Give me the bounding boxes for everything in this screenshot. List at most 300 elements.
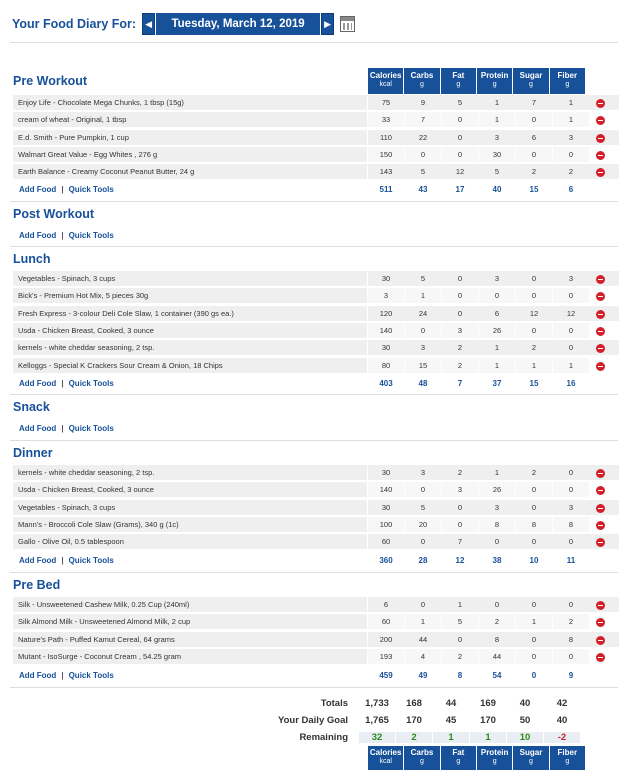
- remove-circle-icon[interactable]: [596, 134, 605, 143]
- food-name[interactable]: Earth Balance - Creamy Coconut Peanut Butter, 24 g: [13, 164, 368, 179]
- column-header: [441, 68, 476, 94]
- column-unit: g: [565, 758, 570, 765]
- nutrient-value: 0: [553, 147, 589, 162]
- remove-circle-icon[interactable]: [596, 275, 605, 284]
- nutrient-value: 0: [442, 288, 478, 303]
- nutrient-value: 26: [479, 482, 515, 497]
- summary-value: 170: [406, 714, 422, 726]
- link-separator: |: [61, 230, 64, 240]
- remove-circle-icon[interactable]: [596, 469, 605, 478]
- nutrient-value: 30: [368, 340, 404, 355]
- column-unit: g: [529, 81, 533, 88]
- nutrient-value: 7: [516, 95, 552, 110]
- nutrient-value: 3: [479, 271, 515, 286]
- food-row: [13, 465, 619, 481]
- nutrient-value: 0: [405, 323, 441, 338]
- meal-actions: [13, 420, 619, 436]
- nutrient-value: 1: [479, 95, 515, 110]
- meal-total-value: 12: [455, 555, 465, 565]
- food-name[interactable]: Vegetables - Spinach, 3 cups: [13, 500, 368, 515]
- nutrient-value: 3: [553, 271, 589, 286]
- food-name[interactable]: Gallo - Olive Oil, 0.5 tablespoon: [13, 534, 368, 549]
- nutrient-value: 0: [442, 632, 478, 647]
- column-unit: g: [420, 758, 424, 765]
- column-name: Protein: [480, 71, 509, 80]
- nutrient-value: 2: [516, 340, 552, 355]
- nutrient-value: 2: [442, 649, 478, 664]
- nutrient-value: 4: [405, 649, 441, 664]
- summary-value: 1: [470, 732, 506, 743]
- column-name: Carbs: [410, 748, 434, 757]
- remove-circle-icon[interactable]: [596, 653, 605, 662]
- nutrient-value: 0: [553, 323, 589, 338]
- nutrient-value: 0: [442, 130, 478, 145]
- nutrient-value: 3: [368, 288, 404, 303]
- nutrient-value: 0: [553, 597, 589, 612]
- summary-value: 1,765: [365, 714, 389, 726]
- nutrient-value: 1: [516, 614, 552, 629]
- nutrient-value: 12: [442, 164, 478, 179]
- column-header: [404, 68, 439, 94]
- meal-title: Pre Workout: [13, 74, 88, 88]
- meal-total-value: 38: [492, 555, 502, 565]
- nutrient-value: 100: [368, 517, 404, 532]
- food-row: [13, 323, 619, 339]
- column-header: [477, 68, 512, 94]
- food-name[interactable]: E.d. Smith - Pure Pumpkin, 1 cup: [13, 130, 368, 145]
- nutrient-value: 0: [516, 597, 552, 612]
- nutrient-value: 9: [405, 95, 441, 110]
- remove-circle-icon[interactable]: [596, 362, 605, 371]
- nutrient-value: 0: [479, 597, 515, 612]
- meal-links: [13, 185, 368, 194]
- nutrient-value: 8: [479, 517, 515, 532]
- summary-value: 168: [406, 697, 422, 709]
- food-row: [13, 517, 619, 533]
- nutrient-value: 75: [368, 95, 404, 110]
- nutrient-value: 0: [516, 649, 552, 664]
- meal-links: [13, 671, 368, 680]
- column-name: Sugar: [519, 748, 543, 757]
- nutrient-value: 0: [442, 500, 478, 515]
- nutrient-value: 1: [479, 358, 515, 373]
- food-row: [13, 164, 619, 180]
- nutrient-value: 1: [553, 358, 589, 373]
- summary-value: 1: [433, 732, 469, 743]
- column-name: Sugar: [519, 71, 543, 80]
- nutrient-value: 0: [516, 271, 552, 286]
- quick-tools-link[interactable]: Quick Tools: [68, 378, 114, 388]
- summary-value: 10: [507, 732, 543, 743]
- food-row: [13, 358, 619, 374]
- nutrient-value: 0: [516, 288, 552, 303]
- add-food-link[interactable]: Add Food: [19, 555, 57, 565]
- food-row: [13, 500, 619, 516]
- meal-total-value: 16: [566, 378, 576, 388]
- nutrient-value: 1: [553, 95, 589, 110]
- meal-actions: [13, 667, 619, 683]
- meal-total-value: 511: [379, 184, 393, 194]
- nutrient-value: 2: [442, 340, 478, 355]
- food-name[interactable]: Silk - Unsweetened Cashew Milk, 0.25 Cup (240ml): [13, 597, 368, 612]
- column-name: Calories: [369, 748, 402, 757]
- summary-value: 45: [445, 714, 457, 726]
- nutrient-value: 30: [368, 271, 404, 286]
- nutrient-value: 8: [516, 517, 552, 532]
- column-header: [513, 746, 548, 770]
- quick-tools-link[interactable]: Quick Tools: [68, 423, 114, 433]
- column-name: Calories: [369, 71, 402, 80]
- summary-value: 40: [519, 697, 531, 709]
- nutrient-value: 0: [553, 649, 589, 664]
- summary-value: 169: [480, 697, 496, 709]
- column-unit: kcal: [379, 758, 392, 765]
- food-row: [13, 95, 619, 111]
- nutrient-value: 0: [516, 323, 552, 338]
- nutrient-value: 200: [368, 632, 404, 647]
- nutrient-value: 0: [553, 482, 589, 497]
- summary-label: Your Daily Goal: [277, 714, 348, 726]
- meal-total-value: 0: [531, 670, 537, 680]
- food-row: [13, 340, 619, 356]
- column-header: [513, 68, 548, 94]
- food-name[interactable]: Walmart Great Value - Egg Whites , 276 g: [13, 147, 368, 162]
- meal-total-value: 54: [492, 670, 502, 680]
- section-divider: [10, 201, 618, 202]
- nutrient-value: 15: [405, 358, 441, 373]
- add-food-link[interactable]: Add Food: [19, 230, 57, 240]
- summary-value: 42: [556, 697, 568, 709]
- food-row: [13, 632, 619, 648]
- nutrient-value: 7: [442, 534, 478, 549]
- food-name[interactable]: Kelloggs - Special K Crackers Sour Cream & Onion, 18 Chips: [13, 358, 368, 373]
- summary-label: Totals: [320, 697, 348, 709]
- meal-title: Pre Bed: [13, 578, 61, 592]
- nutrient-value: 0: [442, 112, 478, 127]
- nutrient-value: 1: [479, 340, 515, 355]
- food-name[interactable]: cream of wheat - Original, 1 tbsp: [13, 112, 368, 127]
- meal-total-value: 28: [418, 555, 428, 565]
- meal-total-value: 11: [566, 555, 576, 565]
- nutrient-value: 30: [368, 500, 404, 515]
- meal-actions: [13, 181, 619, 197]
- section-divider: [10, 687, 618, 688]
- meal-links: [13, 231, 368, 240]
- nutrient-value: 0: [516, 147, 552, 162]
- nutrient-value: 30: [368, 465, 404, 480]
- nutrient-value: 60: [368, 534, 404, 549]
- food-name[interactable]: Usda - Chicken Breast, Cooked, 3 ounce: [13, 323, 368, 338]
- nutrient-value: 22: [405, 130, 441, 145]
- nutrient-value: 6: [479, 306, 515, 321]
- nutrient-value: 33: [368, 112, 404, 127]
- nutrient-value: 1: [405, 288, 441, 303]
- summary-value: 2: [396, 732, 432, 743]
- nutrient-value: 8: [553, 517, 589, 532]
- remove-circle-icon[interactable]: [596, 504, 605, 513]
- quick-tools-link[interactable]: Quick Tools: [68, 184, 114, 194]
- meal-total-value: 10: [529, 555, 539, 565]
- nutrient-value: 8: [479, 632, 515, 647]
- summary-value: 1,733: [365, 697, 389, 709]
- nutrient-value: 8: [553, 632, 589, 647]
- nutrient-value: 0: [479, 534, 515, 549]
- column-name: Fat: [452, 748, 465, 757]
- nutrient-value: 2: [479, 614, 515, 629]
- meal-title: Post Workout: [13, 207, 95, 221]
- date-display[interactable]: Tuesday, March 12, 2019: [156, 13, 320, 35]
- summary-value: 50: [519, 714, 531, 726]
- food-name[interactable]: Silk Almond Milk - Unsweetened Almond Milk, 2 cup: [13, 614, 368, 629]
- add-food-link[interactable]: Add Food: [19, 184, 57, 194]
- header-divider: [10, 42, 618, 43]
- food-name[interactable]: Usda - Chicken Breast, Cooked, 3 ounce: [13, 482, 368, 497]
- nutrient-value: 0: [553, 340, 589, 355]
- column-header: [477, 746, 512, 770]
- nutrient-value: 3: [553, 500, 589, 515]
- nutrient-value: 3: [405, 340, 441, 355]
- meal-total-value: 459: [379, 670, 393, 680]
- meal-total-value: 48: [418, 378, 428, 388]
- quick-tools-link[interactable]: Quick Tools: [68, 670, 114, 680]
- food-row: [13, 147, 619, 163]
- nutrient-value: 150: [368, 147, 404, 162]
- nutrient-value: 6: [516, 130, 552, 145]
- column-header: [404, 746, 439, 770]
- link-separator: |: [61, 670, 64, 680]
- meal-title: Lunch: [13, 252, 51, 266]
- nutrient-value: 120: [368, 306, 404, 321]
- calendar-icon[interactable]: [340, 16, 355, 32]
- section-divider: [10, 394, 618, 395]
- column-header: [368, 68, 403, 94]
- column-header: [550, 746, 585, 770]
- nutrient-value: 3: [405, 465, 441, 480]
- nutrient-value: 5: [405, 500, 441, 515]
- nutrient-value: 5: [442, 614, 478, 629]
- nutrient-value: 12: [516, 306, 552, 321]
- nutrient-value: 1: [479, 465, 515, 480]
- nutrient-value: 193: [368, 649, 404, 664]
- column-header: [550, 68, 585, 94]
- food-name[interactable]: Nature's Path - Puffed Kamut Cereal, 64 grams: [13, 632, 368, 647]
- summary-value: -2: [544, 732, 580, 743]
- food-row: [13, 306, 619, 322]
- nutrient-value: 60: [368, 614, 404, 629]
- nutrient-value: 0: [405, 534, 441, 549]
- quick-tools-link[interactable]: Quick Tools: [68, 230, 114, 240]
- column-unit: g: [492, 758, 497, 765]
- column-unit: g: [565, 81, 570, 88]
- nutrient-value: 2: [553, 614, 589, 629]
- nutrient-value: 2: [553, 164, 589, 179]
- meal-total-value: 40: [492, 184, 502, 194]
- column-header: [441, 746, 476, 770]
- nutrient-value: 1: [553, 112, 589, 127]
- nutrient-value: 0: [442, 306, 478, 321]
- nutrient-value: 30: [479, 147, 515, 162]
- nutrient-value: 0: [405, 482, 441, 497]
- column-unit: g: [529, 758, 533, 765]
- remove-circle-icon[interactable]: [596, 601, 605, 610]
- column-unit: g: [420, 81, 424, 88]
- summary-goal: [13, 711, 619, 729]
- food-name[interactable]: Enjoy Life - Chocolate Mega Chunks, 1 tbsp (15g): [13, 95, 368, 110]
- nutrient-value: 3: [479, 130, 515, 145]
- food-row: [13, 130, 619, 146]
- remove-circle-icon[interactable]: [596, 151, 605, 160]
- column-name: Fiber: [557, 71, 578, 80]
- nutrient-value: 0: [553, 288, 589, 303]
- nutrient-value: 20: [405, 517, 441, 532]
- food-name[interactable]: Mann's - Broccoli Cole Slaw (Grams), 340 g (1c): [13, 517, 368, 532]
- meal-total-value: 7: [457, 378, 463, 388]
- food-row: [13, 614, 619, 630]
- food-row: [13, 288, 619, 304]
- food-row: [13, 649, 619, 665]
- nutrient-value: 0: [516, 500, 552, 515]
- section-divider: [10, 246, 618, 247]
- nutrient-value: 26: [479, 323, 515, 338]
- column-name: Fat: [452, 71, 465, 80]
- quick-tools-link[interactable]: Quick Tools: [68, 555, 114, 565]
- nutrient-value: 24: [405, 306, 441, 321]
- food-name[interactable]: Mutant - IsoSurge - Coconut Cream , 54.25 gram: [13, 649, 368, 664]
- nutrient-value: 44: [405, 632, 441, 647]
- nutrient-value: 2: [442, 358, 478, 373]
- meal-title: Snack: [13, 400, 50, 414]
- link-separator: |: [61, 378, 64, 388]
- meal-total-value: 15: [529, 378, 539, 388]
- nutrient-value: 3: [442, 482, 478, 497]
- food-row: [13, 534, 619, 550]
- nutrient-value: 143: [368, 164, 404, 179]
- nutrient-value: 0: [405, 147, 441, 162]
- food-row: [13, 482, 619, 498]
- nutrient-value: 5: [479, 164, 515, 179]
- meal-actions: [13, 375, 619, 391]
- column-name: Fiber: [557, 748, 578, 757]
- column-name: Protein: [480, 748, 509, 757]
- meal-total-value: 403: [379, 378, 393, 388]
- meal-total-value: 6: [568, 184, 574, 194]
- nutrient-value: 1: [405, 614, 441, 629]
- remove-circle-icon[interactable]: [596, 310, 605, 319]
- summary-value: 40: [556, 714, 568, 726]
- nutrient-value: 0: [516, 534, 552, 549]
- food-name[interactable]: Vegetables - Spinach, 3 cups: [13, 271, 368, 286]
- nutrient-value: 5: [442, 95, 478, 110]
- next-day-button[interactable]: ▶: [321, 13, 334, 35]
- section-divider: [10, 440, 618, 441]
- summary-value: 44: [445, 697, 457, 709]
- meal-actions: [13, 552, 619, 568]
- summary-remaining: [13, 728, 619, 746]
- nutrient-value: 1: [516, 358, 552, 373]
- meal-title: Dinner: [13, 446, 53, 460]
- add-food-link[interactable]: Add Food: [19, 378, 57, 388]
- meal-total-value: 9: [568, 670, 574, 680]
- column-unit: kcal: [379, 81, 392, 88]
- nutrient-value: 0: [516, 112, 552, 127]
- remove-circle-icon[interactable]: [596, 636, 605, 645]
- food-row: [13, 597, 619, 613]
- meal-total-value: 37: [492, 378, 502, 388]
- nutrient-value: 6: [368, 597, 404, 612]
- link-separator: |: [61, 184, 64, 194]
- food-name[interactable]: Fresh Express - 3-colour Deli Cole Slaw, 1 container (390 gs ea.): [13, 306, 368, 321]
- column-name: Carbs: [410, 71, 434, 80]
- nutrient-value: 0: [442, 271, 478, 286]
- nutrient-value: 0: [442, 517, 478, 532]
- nutrient-value: 80: [368, 358, 404, 373]
- nutrient-value: 3: [479, 500, 515, 515]
- nutrient-value: 1: [442, 597, 478, 612]
- summary-totals: [13, 694, 619, 712]
- nutrient-footer: [368, 746, 586, 770]
- food-name[interactable]: kernels - white cheddar seasoning, 2 tsp.: [13, 465, 368, 480]
- meal-total-value: 43: [418, 184, 428, 194]
- nutrient-value: 0: [553, 534, 589, 549]
- add-food-link[interactable]: Add Food: [19, 423, 57, 433]
- column-unit: g: [456, 758, 461, 765]
- remove-circle-icon[interactable]: [596, 99, 605, 108]
- nutrient-value: 0: [553, 465, 589, 480]
- nutrient-value: 0: [442, 147, 478, 162]
- meal-links: [13, 379, 368, 388]
- nutrient-value: 3: [442, 323, 478, 338]
- nutrient-value: 2: [516, 164, 552, 179]
- link-separator: |: [61, 555, 64, 565]
- meal-total-value: 49: [418, 670, 428, 680]
- nutrient-value: 44: [479, 649, 515, 664]
- nutrient-value: 2: [516, 465, 552, 480]
- meal-total-value: 15: [529, 184, 539, 194]
- nutrient-value: 5: [405, 164, 441, 179]
- nutrient-value: 0: [516, 632, 552, 647]
- meal-total-value: 17: [455, 184, 465, 194]
- remove-circle-icon[interactable]: [596, 521, 605, 530]
- nutrient-value: 3: [553, 130, 589, 145]
- nutrient-value: 7: [405, 112, 441, 127]
- food-name[interactable]: kernels - white cheddar seasoning, 2 tsp.: [13, 340, 368, 355]
- nutrient-value: 1: [479, 112, 515, 127]
- column-unit: g: [492, 81, 497, 88]
- meal-links: [13, 424, 368, 433]
- food-name[interactable]: Bick's - Premium Hot Mix, 5 pieces 30g: [13, 288, 368, 303]
- summary-label: Remaining: [299, 731, 348, 743]
- nutrient-value: 2: [442, 465, 478, 480]
- nutrient-value: 140: [368, 482, 404, 497]
- nutrient-value: 0: [479, 288, 515, 303]
- meal-actions: [13, 227, 619, 243]
- section-divider: [10, 572, 618, 573]
- nutrient-value: 0: [516, 482, 552, 497]
- nutrient-value: 0: [405, 597, 441, 612]
- food-row: [13, 112, 619, 128]
- prev-day-button[interactable]: ◀: [142, 13, 155, 35]
- nutrient-value: 110: [368, 130, 404, 145]
- remove-circle-icon[interactable]: [596, 327, 605, 336]
- link-separator: |: [61, 423, 64, 433]
- meal-total-value: 8: [457, 670, 463, 680]
- meal-links: [13, 556, 368, 565]
- meal-total-value: 360: [379, 555, 393, 565]
- add-food-link[interactable]: Add Food: [19, 670, 57, 680]
- column-unit: g: [456, 81, 461, 88]
- nutrient-value: 140: [368, 323, 404, 338]
- nutrient-value: 12: [553, 306, 589, 321]
